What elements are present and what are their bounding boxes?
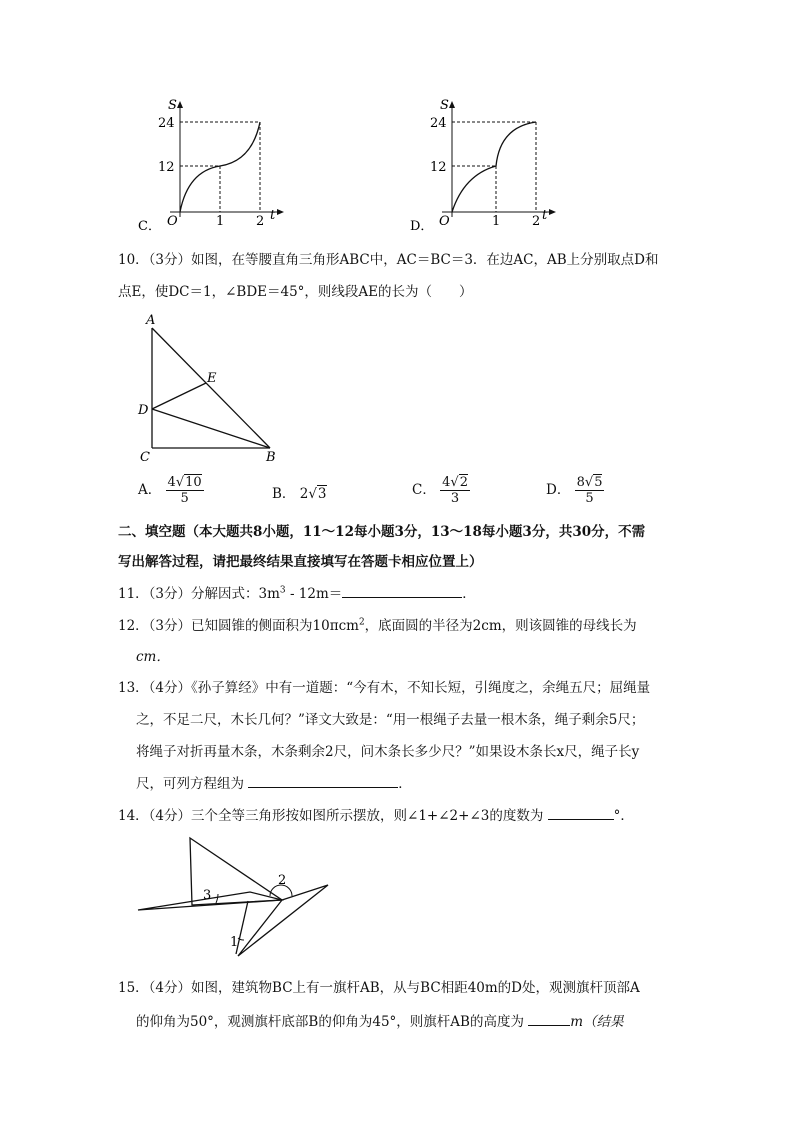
graph-d-x-axis: t: [542, 208, 548, 223]
graph-d-y-axis: S: [440, 98, 449, 113]
q10-label-e: E: [207, 371, 217, 386]
graph-d-xtick-2: 2: [532, 214, 541, 229]
section2-line2: 写出解答过程，请把最终结果直接填写在答题卡相应位置上）: [118, 554, 483, 570]
q15-answer-blank[interactable]: [528, 1013, 570, 1026]
q10-label-b: B: [266, 450, 276, 465]
q10-line1: 10．（3分）如图，在等腰直角三角形ABC中，AC＝BC＝3．在边AC，AB上分别取点D和: [118, 252, 659, 268]
graph-d-curve: [452, 122, 536, 212]
q11: 11．（3分）分解因式：$3m^3 - 12m=$ ．: [118, 585, 476, 602]
q10-triangle-figure: [134, 308, 294, 468]
q13-line4: 尺，可列方程组为 ．: [136, 776, 412, 792]
graph-c-y-axis: S: [168, 98, 177, 113]
q14-angle-3: 3: [203, 888, 212, 903]
graph-c-ytick-12: 12: [158, 160, 175, 175]
q14-triangles-figure: [130, 828, 340, 963]
graph-d-xtick-1: 1: [492, 214, 501, 229]
graph-d-ytick-12: 12: [430, 160, 447, 175]
q10-label-c: C: [140, 450, 150, 465]
q13-line1: 13．（4分）《孙子算经》中有一道题：“今有木，不知长短，引绳度之，余绳五尺；屈绳量: [118, 680, 651, 696]
q14: 14．（4分）三个全等三角形按如图所示摆放，则∠1+∠2+∠3的度数为 °．: [118, 808, 634, 824]
graph-d: [402, 95, 562, 235]
q10-label-a: A: [146, 313, 156, 328]
q13-answer-blank[interactable]: [248, 775, 398, 788]
q15-line2: 的仰角为50°，观测旗杆底部B的仰角为45°，则旗杆AB的高度为 m（结果: [136, 1014, 624, 1030]
q10-option-d[interactable]: D． $\frac{8√5}{5}$: [546, 475, 603, 506]
graph-d-origin: O: [439, 214, 450, 229]
graph-c-xtick-1: 1: [216, 214, 225, 229]
q12-line2: cm．: [136, 649, 170, 665]
graph-d-ytick-24: 24: [430, 116, 447, 131]
q14-angle-1: 1: [230, 935, 239, 950]
graph-c-ytick-24: 24: [158, 116, 175, 131]
q14-angle-2: 2: [278, 873, 287, 888]
section2-line1: 二、填空题（本大题共8小题，11～12每小题3分，13～18每小题3分，共30分，不需: [118, 524, 646, 540]
q15-line1: 15．（4分）如图，建筑物BC上有一旗杆AB，从与BC相距40m的D处，观测旗杆顶部A: [118, 980, 640, 996]
q10-label-d: D: [138, 403, 149, 418]
graph-d-label: D．: [410, 219, 434, 234]
graph-c-label: C．: [138, 219, 161, 234]
q11-answer-blank[interactable]: [342, 585, 462, 598]
graph-c: [130, 95, 290, 235]
q10-line2: 点E，使DC＝1，∠BDE＝45°，则线段AE的长为（ ）: [118, 284, 473, 300]
q10-option-c[interactable]: C． $\frac{4√2}{3}$: [412, 475, 468, 506]
graph-c-x-axis: t: [270, 208, 276, 223]
q13-line3: 将绳子对折再量木条，木条剩余2尺，问木条长多少尺？”如果设木条长x尺，绳子长y: [136, 744, 640, 760]
graph-c-xtick-2: 2: [256, 214, 265, 229]
q14-answer-blank[interactable]: [548, 807, 614, 820]
q10-option-b[interactable]: B． 2√3: [272, 486, 327, 502]
graph-c-origin: O: [167, 214, 178, 229]
q13-line2: 之，不足二尺，木长几何？”译文大致是：“用一根绳子去量一根木条，绳子剩余5尺；: [136, 712, 645, 728]
q12-line1: 12．（3分）已知圆锥的侧面积为10πcm$^2$，底面圆的半径为2cm，则该圆锥的母线长为: [118, 617, 637, 634]
q10-option-a[interactable]: A． $\frac{4√10}{5}$: [138, 475, 202, 506]
